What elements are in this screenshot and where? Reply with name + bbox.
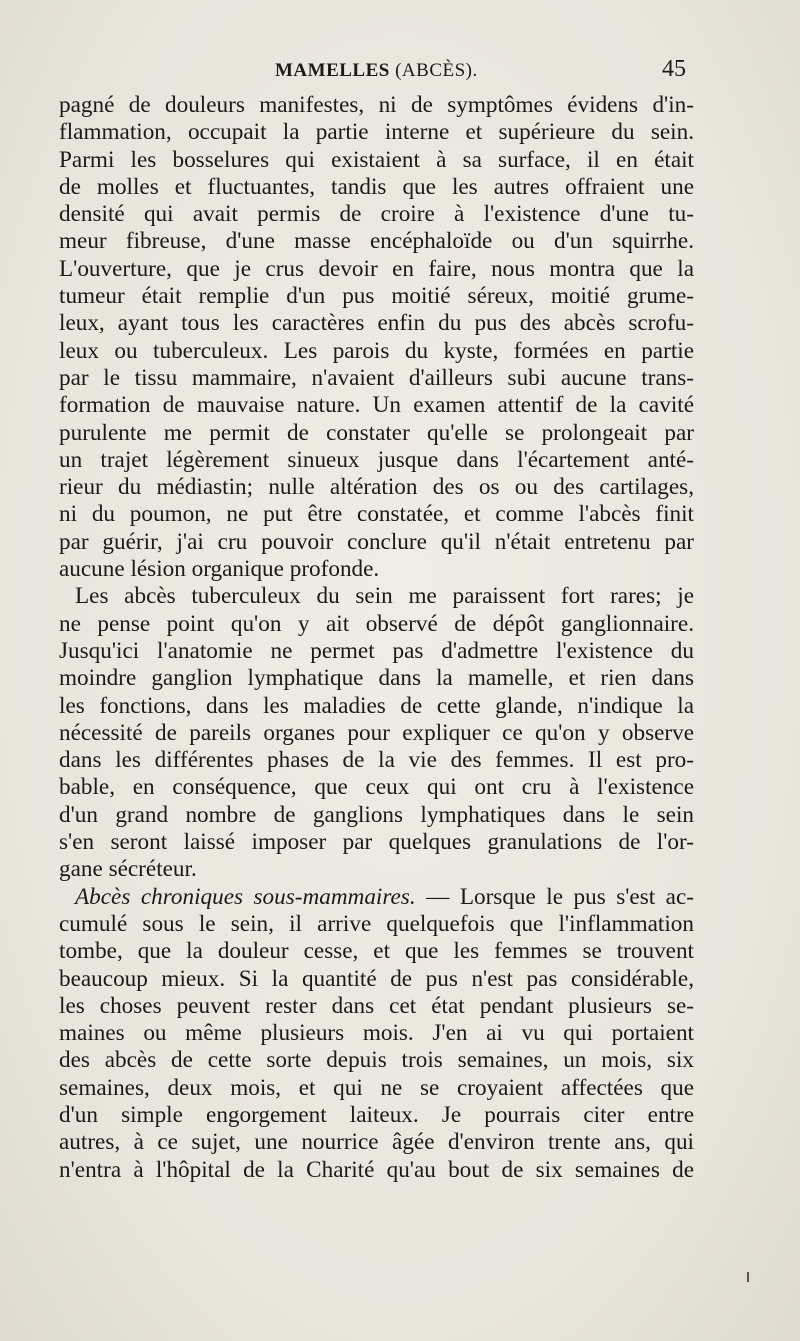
text-line: des abcès de cette sorte depuis trois semaines, un mois, six bbox=[59, 1047, 694, 1074]
text-line: tombe, que la douleur cesse, et que les femmes se trouvent bbox=[59, 938, 694, 965]
text-line: ni du poumon, ne put être constatée, et comme l'abcès finit bbox=[59, 501, 694, 528]
paper-speck bbox=[747, 1272, 749, 1282]
text-line: aucune lésion organique profonde. bbox=[59, 556, 380, 583]
text-line: purulente me permit de constater qu'elle se prolongeait par bbox=[59, 419, 694, 446]
text-line: d'un grand nombre de ganglions lymphatiques dans le sein bbox=[59, 801, 694, 828]
text-line: formation de mauvaise nature. Un examen attentif de la cavité bbox=[59, 392, 694, 419]
text-line: semaines, deux mois, et qui ne se croyaient affectées que bbox=[59, 1074, 694, 1101]
section-subheading: Abcès chroniques sous-mammaires. bbox=[75, 883, 416, 910]
text-line: par guérir, j'ai cru pouvoir conclure qu'il n'était entretenu par bbox=[59, 528, 694, 555]
subheading-line bbox=[59, 884, 694, 911]
running-title: MAMELLES bbox=[275, 60, 390, 81]
text-line: ne pense point qu'on y ait observé de dépôt ganglionnaire. bbox=[59, 610, 694, 637]
text-line: les fonctions, dans les maladies de cette glande, n'indique la bbox=[59, 692, 694, 719]
text-line: meur fibreuse, d'une masse encéphaloïde ou d'un squirrhe. bbox=[59, 228, 694, 255]
text-line: leux, ayant tous les caractères enfin du pus des abcès scrofu- bbox=[59, 310, 694, 337]
text-line: tumeur était remplie d'un pus moitié séreux, moitié grume- bbox=[59, 283, 694, 310]
running-head bbox=[275, 60, 478, 82]
text-line: s'en seront laissé imposer par quelques granulations de l'or- bbox=[59, 829, 694, 856]
text-line: de molles et fluctuantes, tandis que les autres offraient une bbox=[59, 173, 694, 200]
text-line: Jusqu'ici l'anatomie ne permet pas d'admettre l'existence du bbox=[59, 637, 694, 664]
text-line: cumulé sous le sein, il arrive quelquefois que l'inflammation bbox=[59, 910, 694, 937]
text-line: flammation, occupait la partie interne et supérieure du sein. bbox=[59, 119, 694, 146]
text-line: bable, en conséquence, que ceux qui ont cru à l'existence bbox=[59, 774, 694, 801]
text-line: Les abcès tuberculeux du sein me paraissent fort rares; je bbox=[75, 583, 694, 610]
text-line: dans les différentes phases de la vie des femmes. Il est pro- bbox=[59, 747, 694, 774]
text-line: pagné de douleurs manifestes, ni de symptômes évidens d'in- bbox=[59, 92, 694, 118]
text-line: beaucoup mieux. Si la quantité de pus n'est pas considérable, bbox=[59, 965, 694, 992]
text-line: un trajet légèrement sinueux jusque dans l'écartement anté- bbox=[59, 446, 694, 473]
page-number: 45 bbox=[662, 56, 686, 82]
text-line: Parmi les bosselures qui existaient à sa surface, il en était bbox=[59, 146, 694, 173]
running-subtitle: (ABCÈS). bbox=[395, 60, 478, 81]
text-line: rieur du médiastin; nulle altération des os ou des cartilages, bbox=[59, 474, 694, 501]
text-line: densité qui avait permis de croire à l'existence d'une tu- bbox=[59, 201, 694, 228]
text-line: n'entra à l'hôpital de la Charité qu'au bout de six semaines de bbox=[59, 1156, 694, 1183]
text-line: autres, à ce sujet, une nourrice âgée d'environ trente ans, qui bbox=[59, 1129, 694, 1156]
text-line: maines ou même plusieurs mois. J'en ai vu qui portaient bbox=[59, 1020, 694, 1047]
text-line: L'ouverture, que je crus devoir en faire, nous montra que la bbox=[59, 255, 694, 282]
body-text bbox=[59, 92, 694, 1184]
text-fragment: — Lorsque le pus s'est ac- bbox=[415, 883, 694, 910]
text-line: leux ou tuberculeux. Les parois du kyste, formées en partie bbox=[59, 337, 694, 364]
text-line: par le tissu mammaire, n'avaient d'ailleurs subi aucune trans- bbox=[59, 364, 694, 391]
text-line: gane sécréteur. bbox=[59, 856, 197, 883]
text-line: nécessité de pareils organes pour expliquer ce qu'on y observe bbox=[59, 719, 694, 746]
text-line: d'un simple engorgement laiteux. Je pourrais citer entre bbox=[59, 1101, 694, 1128]
text-line: moindre ganglion lymphatique dans la mamelle, et rien dans bbox=[59, 665, 694, 692]
text-line: les choses peuvent rester dans cet état pendant plusieurs se- bbox=[59, 992, 694, 1019]
